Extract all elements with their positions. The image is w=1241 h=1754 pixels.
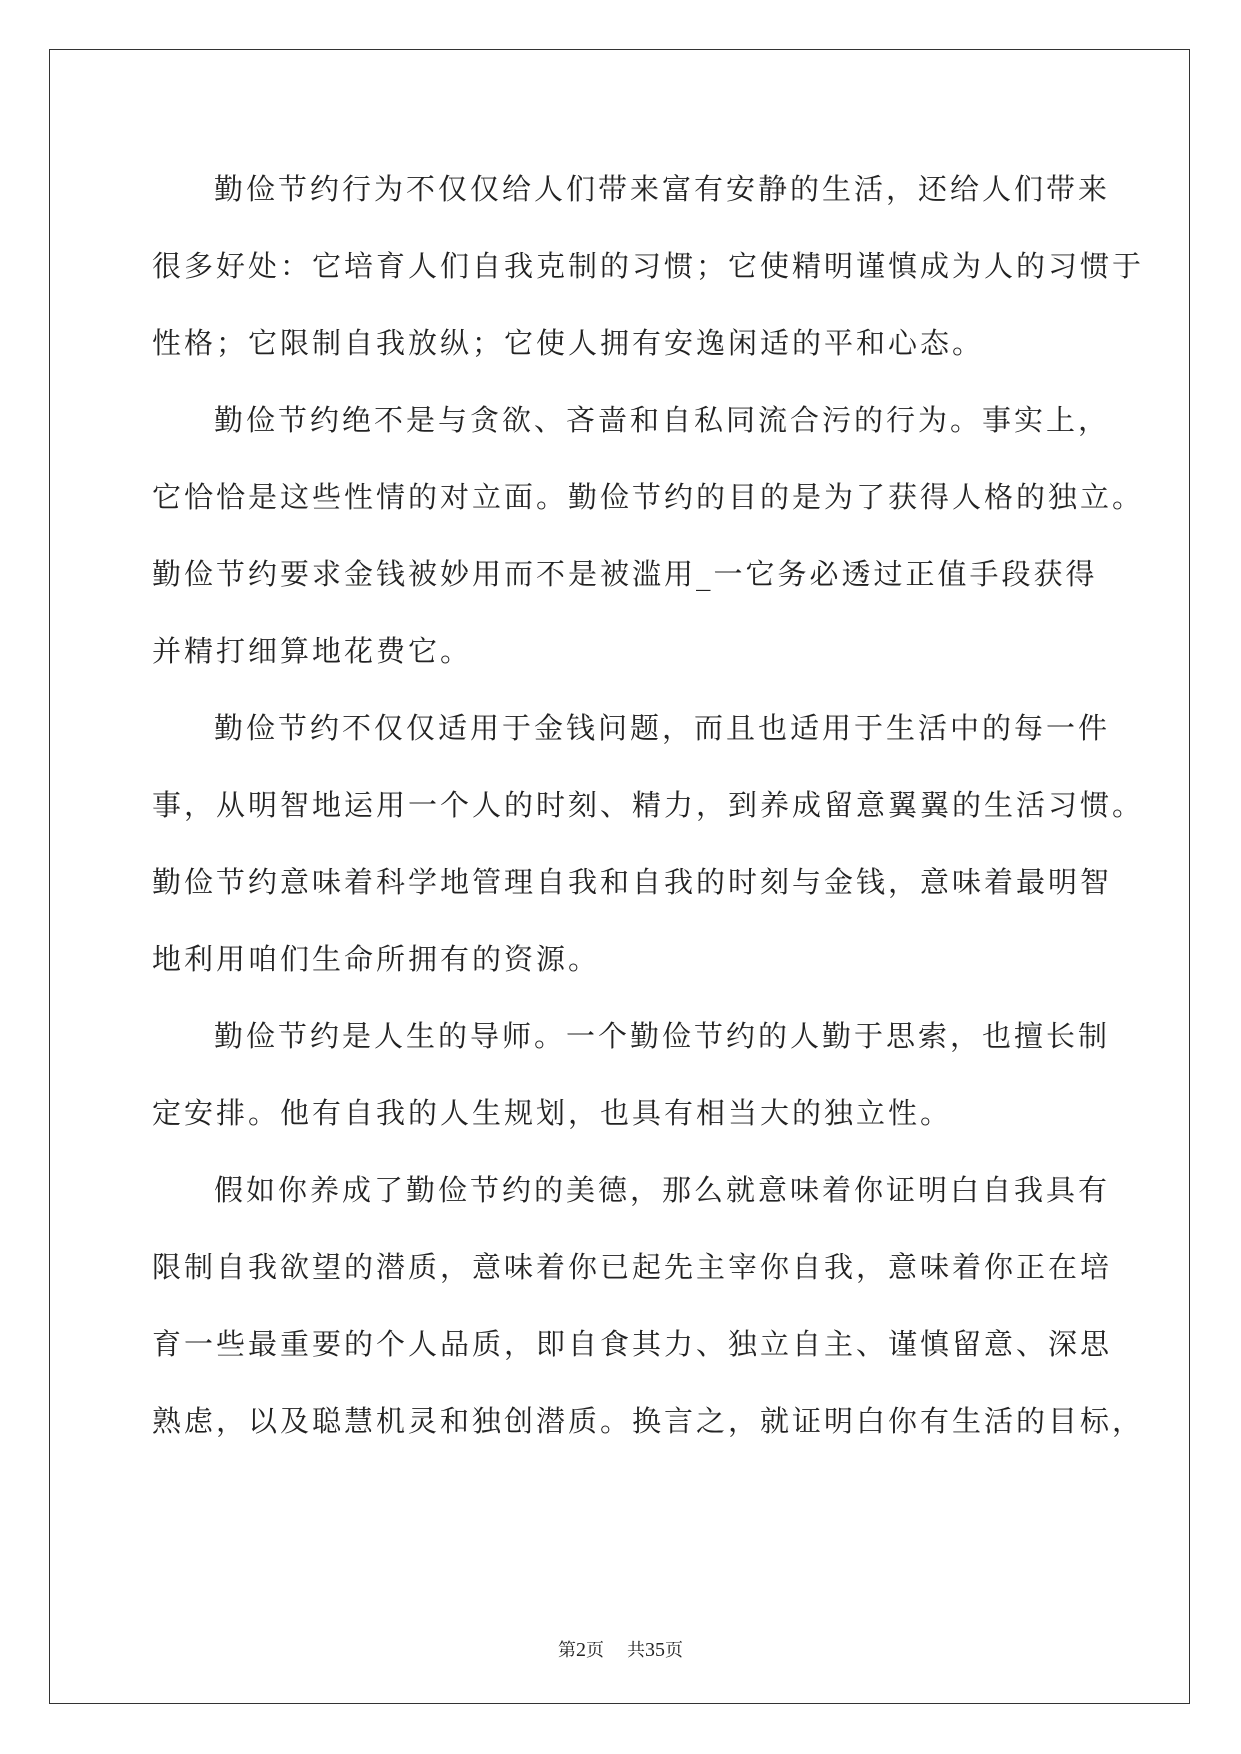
paragraph-5-line-4: 熟虑，以及聪慧机灵和独创潜质。换言之，就证明白你有生活的目标，	[152, 1404, 1145, 1438]
paragraph-2-line-3: 勤俭节约要求金钱被妙用而不是被滥用_一它务必透过正值手段获得	[152, 557, 1098, 591]
paragraph-3-line-4: 地利用咱们生命所拥有的资源。	[152, 942, 601, 976]
page-number: 2	[576, 1639, 587, 1661]
page-unit: 页	[586, 1640, 605, 1661]
total-label: 共	[626, 1640, 645, 1661]
paragraph-3-line-1: 勤俭节约不仅仅适用于金钱问题，而且也适用于生活中的每一件	[214, 711, 1111, 745]
paragraph-3-line-2: 事，从明智地运用一个人的时刻、精力，到养成留意翼翼的生活习惯。	[152, 788, 1145, 822]
paragraph-1-line-1: 勤俭节约行为不仅仅给人们带来富有安静的生活，还给人们带来	[214, 172, 1111, 206]
page-footer	[0, 1638, 1241, 1663]
paragraph-1-line-3: 性格；它限制自我放纵；它使人拥有安逸闲适的平和心态。	[152, 326, 985, 360]
paragraph-2-line-2: 它恰恰是这些性情的对立面。勤俭节约的目的是为了获得人格的独立。	[152, 480, 1145, 514]
paragraph-5-line-2: 限制自我欲望的潜质，意味着你已起先主宰你自我，意味着你正在培	[152, 1250, 1113, 1284]
paragraph-4-line-1: 勤俭节约是人生的导师。一个勤俭节约的人勤于思索，也擅长制	[214, 1019, 1111, 1053]
paragraph-1-line-2: 很多好处：它培育人们自我克制的习惯；它使精明谨慎成为人的习惯于	[152, 249, 1145, 283]
paragraph-2-line-4: 并精打细算地花费它。	[152, 634, 473, 668]
paragraph-3-line-3: 勤俭节约意味着科学地管理自我和自我的时刻与金钱，意味着最明智	[152, 865, 1113, 899]
paragraph-2-line-1: 勤俭节约绝不是与贪欲、吝啬和自私同流合污的行为。事实上，	[214, 403, 1111, 437]
total-unit: 页	[664, 1640, 683, 1661]
paragraph-5-line-3: 育一些最重要的个人品质，即自食其力、独立自主、谨慎留意、深思	[152, 1327, 1113, 1361]
paragraph-4-line-2: 定安排。他有自我的人生规划，也具有相当大的独立性。	[152, 1096, 953, 1130]
total-number: 35	[644, 1639, 665, 1661]
paragraph-5-line-1: 假如你养成了勤俭节约的美德，那么就意味着你证明白自我具有	[214, 1173, 1111, 1207]
page-label: 第	[558, 1640, 577, 1661]
